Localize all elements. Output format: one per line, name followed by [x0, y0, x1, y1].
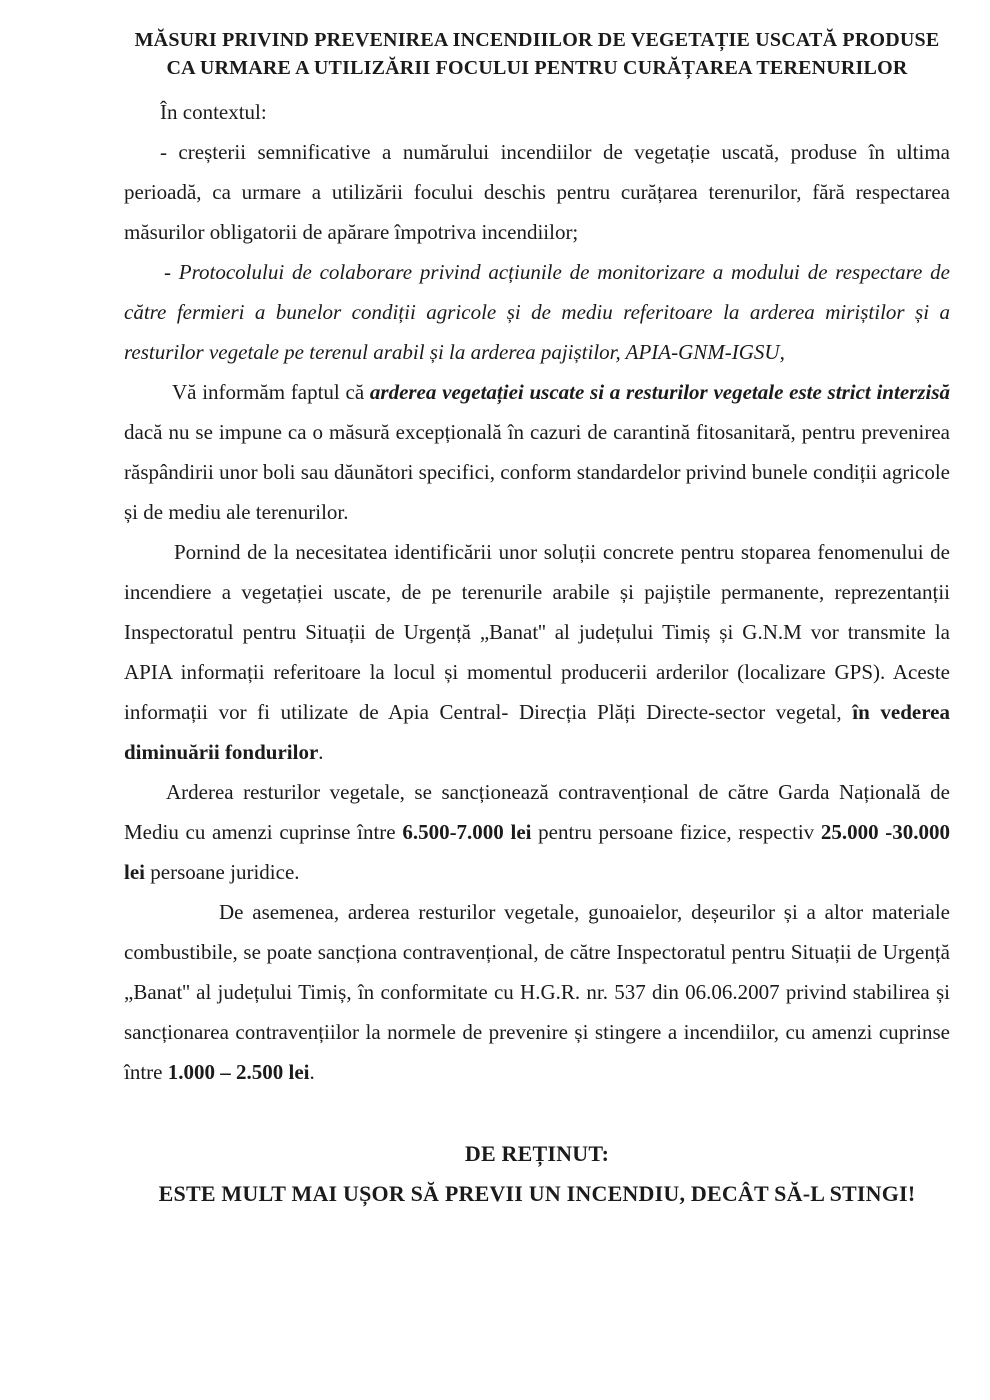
text-run: pentru persoane fizice, respectiv [531, 820, 821, 844]
para-interdiction [124, 372, 950, 532]
text-run: Pornind de la necesitatea identificării unor soluții concrete pentru stoparea fenomenului de incendiere a vegetației uscate, de pe terenurile arabile și pajiștile permanente, reprezentanții Inspectoratul pentru Situații de Urgență „Banat'' al județului Timiș și G.N.M vor transmite la APIA informații referitoare la locul și momentul producerii arderilor (localizare GPS). Aceste informații vor fi utilizate de Apia Central- Direcția Plăți Directe-sector vegetal, [124, 540, 950, 724]
text-run: persoane juridice. [145, 860, 300, 884]
text-run: 6.500-7.000 lei [402, 820, 532, 844]
document-body [124, 92, 950, 1092]
closing-heading: DE REȚINUT: [464, 1141, 610, 1166]
text-run: În contextul: [160, 100, 267, 124]
text-run: arderea vegetației uscate si a resturilor vegetale este strict interzisă [369, 380, 950, 404]
text-run: - Protocolului de colaborare privind acțiunile de monitorizare a modului de respectare de către fermieri a bunelor condiții agricole și de mediu referitoare la arderea miriștilor și a resturilor vegetale pe terenul arabil și la arderea pajiștilor, APIA-GNM-IGSU, [124, 260, 950, 364]
text-run: . [309, 1060, 315, 1084]
text-run: Vă informăm faptul că [172, 380, 370, 404]
text-run: 25.000 -30.000 lei [124, 820, 951, 884]
text-run: . [318, 740, 324, 764]
text-run: De asemenea, arderea resturilor vegetale, gunoaielor, deșeurilor și a altor materiale combustibile, se poate sancționa contravențional, de către Inspectoratul pentru Situații de Urgență „Banat'' al județului Timiș, în conformitate cu H.G.R. nr. 537 din 06.06.2007 privind stabilirea și sancționarea contravențiilor la normele de prevenire și stingere a incendiilor, cu amenzi cuprinse între [124, 900, 950, 1084]
closing-slogan: ESTE MULT MAI UȘOR SĂ PREVII UN INCENDIU, DECÂT SĂ-L STINGI! [158, 1181, 916, 1206]
document-title-line-2: CA URMARE A UTILIZĂRII FOCULUI PENTRU CURĂȚAREA TERENURILOR [166, 57, 908, 79]
text-run: dacă nu se impune ca o măsură excepțională în cazuri de carantină fitosanitară, pentru prevenirea răspândirii unor boli sau dăunători specifici, conform standardelor privind bunele condiții agricole și de mediu ale terenurilor. [124, 420, 950, 524]
para-sanctions-garda [124, 772, 950, 892]
document-title [124, 26, 950, 82]
document-title-line-1: MĂSURI PRIVIND PREVENIREA INCENDIILOR DE VEGETAȚIE USCATĂ PRODUSE [134, 29, 940, 51]
para-monitoring-gps [124, 532, 950, 772]
text-run: Arderea resturilor vegetale, se sancționează contravențional de către Garda Națională de Mediu cu amenzi cuprinse între [124, 780, 950, 844]
text-run: 1.000 – 2.500 lei [167, 1060, 310, 1084]
bullet-fire-growth [124, 132, 950, 252]
text-run: în vederea diminuării fondurilor [124, 700, 950, 764]
bullet-protocol [124, 252, 950, 372]
text-run: - creșterii semnificative a numărului incendiilor de vegetație uscată, produse în ultima perioadă, ca urmare a utilizării focului deschis pentru curățarea terenurilor, fără respectarea măsurilor obligatorii de apărare împotriva incendiilor; [124, 140, 950, 244]
closing-section [124, 1134, 950, 1214]
intro-line [124, 92, 950, 132]
para-sanctions-isu [124, 892, 950, 1092]
